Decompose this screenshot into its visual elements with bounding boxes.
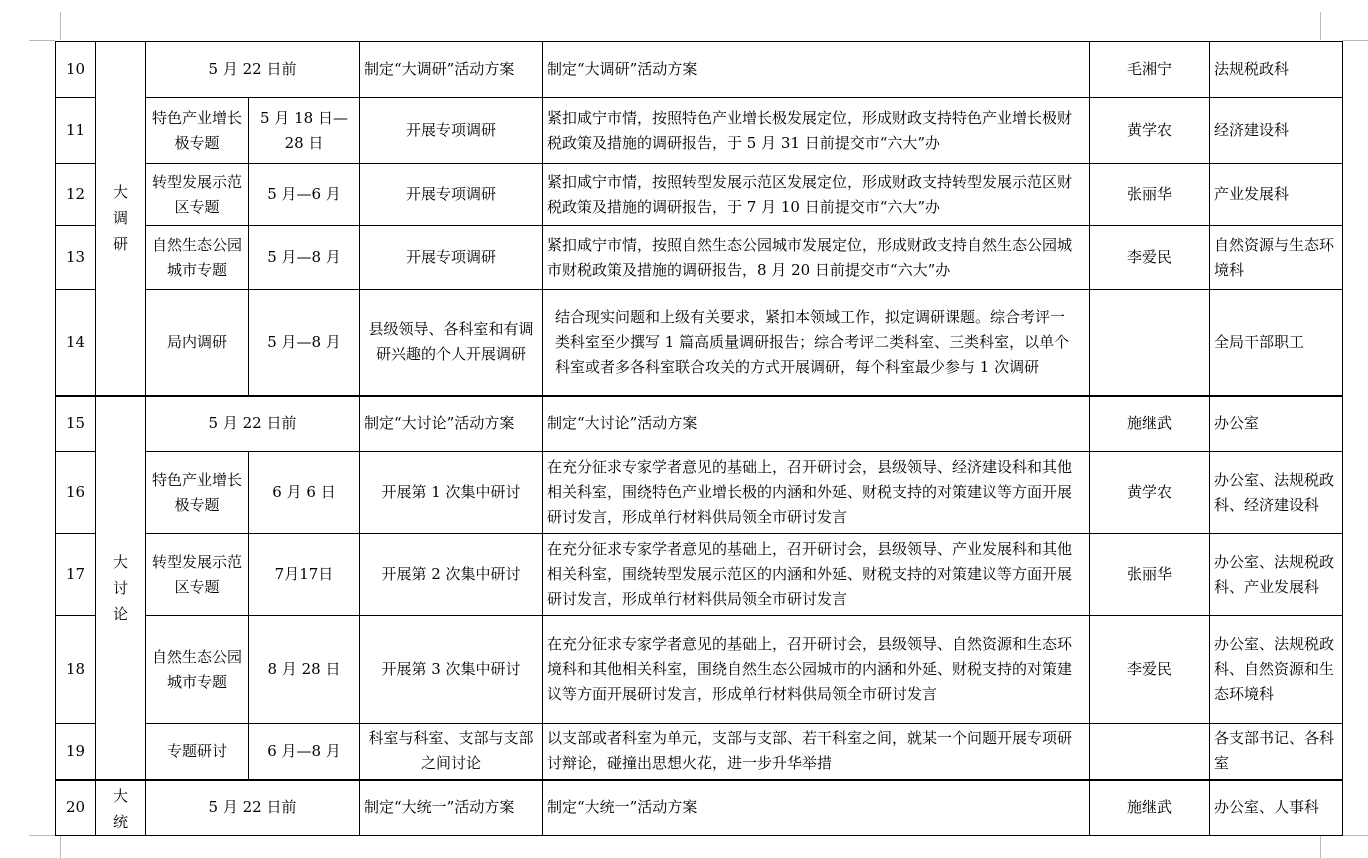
dept-cell: 全局干部职工 bbox=[1210, 290, 1343, 396]
time-cell: 5 月—6 月 bbox=[249, 164, 360, 226]
lead-cell: 施继武 bbox=[1090, 780, 1210, 836]
row-number: 15 bbox=[56, 396, 96, 452]
description-cell: 紧扣咸宁市情，按照转型发展示范区发展定位，形成财政支持转型发展示范区财税政策及措施的调研报告，于 7 月 10 日前提交市“六大”办 bbox=[543, 164, 1090, 226]
task-cell: 开展第 2 次集中研讨 bbox=[360, 534, 543, 616]
lead-cell: 施继武 bbox=[1090, 396, 1210, 452]
crop-mark bbox=[60, 12, 61, 40]
task-cell: 开展第 1 次集中研讨 bbox=[360, 452, 543, 534]
description-cell: 以支部或者科室为单元，支部与支部、若干科室之间，就某一个问题开展专项研讨辩论，碰撞出思想火花，进一步升华举措 bbox=[543, 724, 1090, 780]
crop-mark bbox=[60, 836, 61, 858]
date-cell: 5 月 22 日前 bbox=[146, 396, 360, 452]
time-cell: 7月17日 bbox=[249, 534, 360, 616]
row-number: 16 bbox=[56, 452, 96, 534]
section-cell-tongyi bbox=[96, 780, 146, 836]
section-label: 大统 bbox=[113, 786, 129, 831]
lead-cell: 李爱民 bbox=[1090, 226, 1210, 290]
section-label: 大讨论 bbox=[113, 552, 129, 623]
crop-mark bbox=[1320, 12, 1321, 40]
table-row bbox=[56, 396, 1343, 452]
dept-cell: 办公室、法规税政科、自然资源和生态环境科 bbox=[1210, 616, 1343, 724]
row-number: 13 bbox=[56, 226, 96, 290]
description-cell: 结合现实问题和上级有关要求，紧扣本领域工作，拟定调研课题。综合考评一类科室至少撰写 1 篇高质量调研报告；综合考评二类科室、三类科室，以单个科室或者多各科室联合攻关的方式开展调研，每个科室最少参与 1 次调研 bbox=[543, 290, 1090, 396]
table-row bbox=[56, 616, 1343, 724]
lead-cell: 张丽华 bbox=[1090, 534, 1210, 616]
table-row bbox=[56, 534, 1343, 616]
table-row bbox=[56, 780, 1343, 836]
lead-cell: 李爱民 bbox=[1090, 616, 1210, 724]
topic-cell: 特色产业增长极专题 bbox=[146, 98, 249, 164]
dept-cell: 各支部书记、各科室 bbox=[1210, 724, 1343, 780]
time-cell: 6 月 6 日 bbox=[249, 452, 360, 534]
task-cell: 科室与科室、支部与支部之间讨论 bbox=[360, 724, 543, 780]
task-cell: 制定“大调研”活动方案 bbox=[360, 42, 543, 98]
topic-cell: 转型发展示范区专题 bbox=[146, 534, 249, 616]
lead-cell: 毛湘宁 bbox=[1090, 42, 1210, 98]
section-cell-diaoyan bbox=[96, 42, 146, 396]
crop-mark bbox=[1342, 40, 1368, 41]
time-cell: 5 月—8 月 bbox=[249, 226, 360, 290]
task-cell: 县级领导、各科室和有调研兴趣的个人开展调研 bbox=[360, 290, 543, 396]
time-cell: 8 月 28 日 bbox=[249, 616, 360, 724]
crop-mark bbox=[29, 40, 55, 41]
description-cell: 制定“大讨论”活动方案 bbox=[543, 396, 1090, 452]
task-cell: 开展专项调研 bbox=[360, 226, 543, 290]
description-cell: 制定“大调研”活动方案 bbox=[543, 42, 1090, 98]
row-number: 10 bbox=[56, 42, 96, 98]
table-row bbox=[56, 226, 1343, 290]
section-label: 大调研 bbox=[113, 183, 129, 254]
lead-cell: 黄学农 bbox=[1090, 98, 1210, 164]
lead-cell bbox=[1090, 724, 1210, 780]
task-cell: 制定“大统一”活动方案 bbox=[360, 780, 543, 836]
row-number: 19 bbox=[56, 724, 96, 780]
task-cell: 开展专项调研 bbox=[360, 98, 543, 164]
time-cell: 5 月—8 月 bbox=[249, 290, 360, 396]
description-cell: 制定“大统一”活动方案 bbox=[543, 780, 1090, 836]
dept-cell: 办公室、法规税政科、经济建设科 bbox=[1210, 452, 1343, 534]
row-number: 18 bbox=[56, 616, 96, 724]
description-cell: 在充分征求专家学者意见的基础上，召开研讨会，县级领导、产业发展科和其他相关科室，围绕转型发展示范区的内涵和外延、财税支持的对策建议等方面开展研讨发言，形成单行材料供局领全市研讨发言 bbox=[543, 534, 1090, 616]
section-cell-taolun bbox=[96, 396, 146, 780]
dept-cell: 自然资源与生态环境科 bbox=[1210, 226, 1343, 290]
dept-cell: 办公室、人事科 bbox=[1210, 780, 1343, 836]
table-row bbox=[56, 42, 1343, 98]
description-cell: 紧扣咸宁市情，按照自然生态公园城市发展定位，形成财政支持自然生态公园城市财税政策及措施的调研报告，8 月 20 日前提交市“六大”办 bbox=[543, 226, 1090, 290]
dept-cell: 办公室、法规税政科、产业发展科 bbox=[1210, 534, 1343, 616]
row-number: 11 bbox=[56, 98, 96, 164]
table-row bbox=[56, 164, 1343, 226]
activity-schedule-table bbox=[55, 41, 1343, 836]
topic-cell: 局内调研 bbox=[146, 290, 249, 396]
row-number: 20 bbox=[56, 780, 96, 836]
date-cell: 5 月 22 日前 bbox=[146, 780, 360, 836]
task-cell: 开展专项调研 bbox=[360, 164, 543, 226]
lead-cell bbox=[1090, 290, 1210, 396]
description-cell: 在充分征求专家学者意见的基础上，召开研讨会，县级领导、自然资源和生态环境科和其他相关科室，围绕自然生态公园城市的内涵和外延、财税支持的对策建议等方面开展研讨发言，形成单行材料供局领全市研讨发言 bbox=[543, 616, 1090, 724]
task-cell: 开展第 3 次集中研讨 bbox=[360, 616, 543, 724]
dept-cell: 法规税政科 bbox=[1210, 42, 1343, 98]
table-row bbox=[56, 724, 1343, 780]
dept-cell: 经济建设科 bbox=[1210, 98, 1343, 164]
crop-mark bbox=[29, 835, 55, 836]
row-number: 14 bbox=[56, 290, 96, 396]
crop-mark bbox=[1320, 836, 1321, 858]
lead-cell: 张丽华 bbox=[1090, 164, 1210, 226]
row-number: 12 bbox=[56, 164, 96, 226]
table-row bbox=[56, 290, 1343, 396]
topic-cell: 转型发展示范区专题 bbox=[146, 164, 249, 226]
row-number: 17 bbox=[56, 534, 96, 616]
description-cell: 在充分征求专家学者意见的基础上，召开研讨会，县级领导、经济建设科和其他相关科室，围绕特色产业增长极的内涵和外延、财税支持的对策建议等方面开展研讨发言，形成单行材料供局领全市研讨发言 bbox=[543, 452, 1090, 534]
dept-cell: 产业发展科 bbox=[1210, 164, 1343, 226]
table-row bbox=[56, 452, 1343, 534]
crop-mark bbox=[1342, 835, 1368, 836]
lead-cell: 黄学农 bbox=[1090, 452, 1210, 534]
time-cell: 6 月—8 月 bbox=[249, 724, 360, 780]
date-cell: 5 月 22 日前 bbox=[146, 42, 360, 98]
topic-cell: 专题研讨 bbox=[146, 724, 249, 780]
topic-cell: 自然生态公园城市专题 bbox=[146, 226, 249, 290]
task-cell: 制定“大讨论”活动方案 bbox=[360, 396, 543, 452]
dept-cell: 办公室 bbox=[1210, 396, 1343, 452]
topic-cell: 特色产业增长极专题 bbox=[146, 452, 249, 534]
time-cell: 5 月 18 日—28 日 bbox=[249, 98, 360, 164]
table-row bbox=[56, 98, 1343, 164]
description-cell: 紧扣咸宁市情，按照特色产业增长极发展定位，形成财政支持特色产业增长极财税政策及措施的调研报告，于 5 月 31 日前提交市“六大”办 bbox=[543, 98, 1090, 164]
topic-cell: 自然生态公园城市专题 bbox=[146, 616, 249, 724]
